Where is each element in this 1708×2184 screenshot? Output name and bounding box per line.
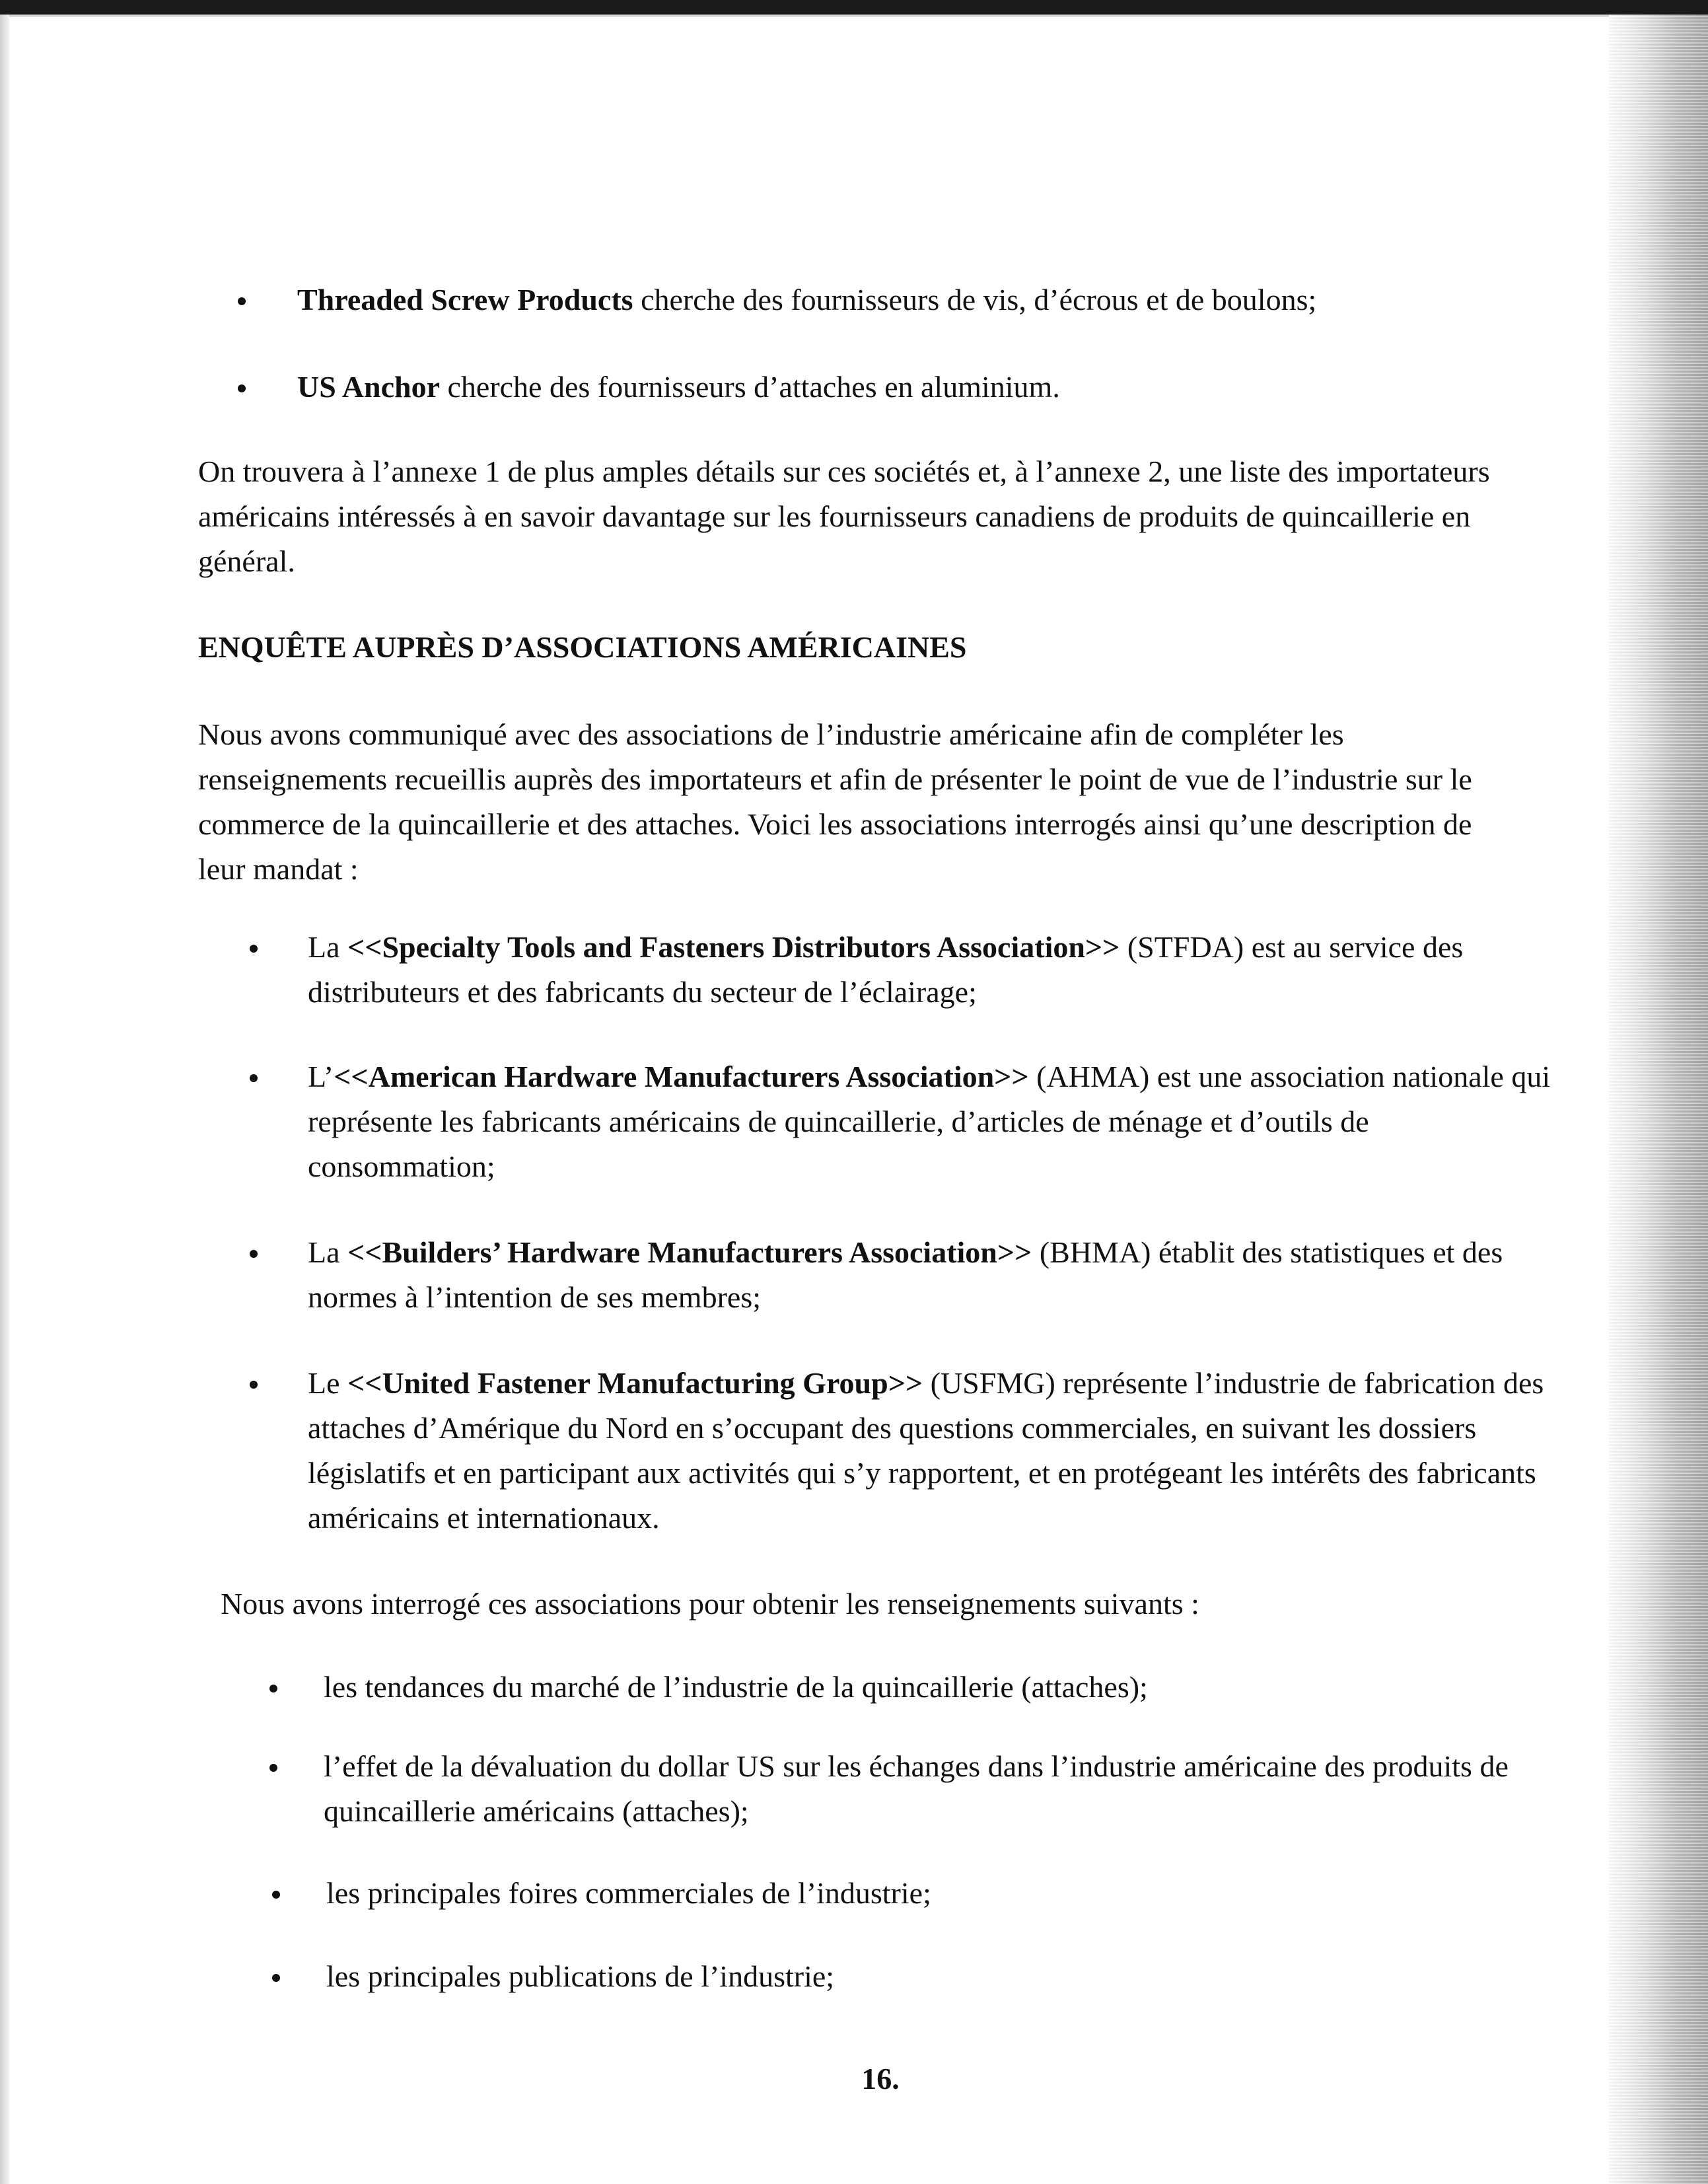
association-desc: (AHMA) est une association nationale qui représente les fabricants américains de quincaillerie, d’articles de ménage et d’outils de consommation; (308, 1060, 1551, 1183)
bullet-dot (272, 1891, 280, 1899)
scan-right-edge (1609, 15, 1708, 2184)
scan-top-line (0, 15, 1612, 17)
association-bullet-ahma (198, 1054, 1559, 1189)
association-prefix: La (308, 930, 348, 964)
association-bullet-bhma (198, 1230, 1559, 1320)
document-page (198, 277, 1559, 1999)
info-bullet-publications (198, 1954, 1559, 1999)
bullet-dot (238, 297, 246, 305)
company-bullet-us-anchor (198, 365, 1559, 410)
company-bullet-threaded-screw (198, 277, 1559, 322)
company-name: US Anchor (297, 370, 440, 404)
info-bullet-foires (198, 1871, 1559, 1916)
info-text: les principales publications de l’industrie; (326, 1959, 835, 1993)
association-name: <<Builders’ Hardware Manufacturers Association>> (347, 1235, 1032, 1269)
bullet-dot (269, 1764, 277, 1772)
association-prefix: L’ (308, 1060, 334, 1093)
association-bullet-stfda (198, 925, 1559, 1015)
scan-top-edge (0, 0, 1708, 15)
scan-left-edge (0, 15, 9, 2184)
info-text: les principales foires commerciales de l’industrie; (326, 1876, 931, 1910)
paragraph-associations: Nous avons communiqué avec des associations de l’industrie américaine afin de compléter les renseignements recueillis auprès des importateurs et afin de présenter le point de vue de l’industrie sur le commerce de la quincaillerie et des attaches. Voici les associations interrogés ainsi qu’une description de leur mandat : (198, 717, 1472, 886)
paragraph-interroge: Nous avons interrogé ces associations pour obtenir les renseignements suivants : (221, 1587, 1199, 1620)
bullet-dot (250, 1074, 258, 1082)
info-bullet-devaluation (198, 1744, 1559, 1834)
association-name: <<United Fastener Manufacturing Group>> (347, 1366, 923, 1400)
company-name: Threaded Screw Products (297, 283, 633, 316)
info-text: l’effet de la dévaluation du dollar US sur les échanges dans l’industrie américaine des produits de quincaillerie américains (attaches); (324, 1749, 1509, 1828)
bullet-dot (250, 1381, 258, 1389)
association-desc: (USFMG) représente l’industrie de fabrication des attaches d’Amérique du Nord en s’occupant des questions commerciales, en suivant les dossiers législatifs et en participant aux activités qui s’y rapportent, et en protégeant les intérêts des fabricants américains et internationaux. (308, 1366, 1544, 1535)
company-desc: cherche des fournisseurs d’attaches en aluminium. (439, 370, 1060, 404)
association-desc: (BHMA) établit des statistiques et des normes à l’intention de ses membres; (308, 1235, 1503, 1314)
info-bullet-tendances (198, 1665, 1559, 1710)
association-name: <<Specialty Tools and Fasteners Distributors Association>> (347, 930, 1120, 964)
bullet-dot (250, 945, 258, 953)
company-desc: cherche des fournisseurs de vis, d’écrous et de boulons; (633, 283, 1317, 316)
page-number: 16. (861, 2062, 900, 2095)
info-text: les tendances du marché de l’industrie de la quincaillerie (attaches); (324, 1670, 1148, 1704)
association-desc: (STFDA) est au service des distributeurs et des fabricants du secteur de l’éclairage; (308, 930, 1464, 1009)
bullet-dot (272, 1974, 280, 1982)
bullet-dot (238, 384, 246, 392)
association-prefix: La (308, 1235, 348, 1269)
association-prefix: Le (308, 1366, 348, 1400)
bullet-dot (250, 1250, 258, 1258)
section-heading: ENQUÊTE AUPRÈS D’ASSOCIATIONS AMÉRICAINES (198, 630, 967, 664)
paragraph-annexes: On trouvera à l’annexe 1 de plus amples détails sur ces sociétés et, à l’annexe 2, une liste des importateurs américains intéressés à en savoir davantage sur les fournisseurs canadiens de produits de quincaillerie en général. (198, 455, 1490, 578)
bullet-dot (269, 1685, 277, 1693)
association-bullet-usfmg (198, 1361, 1559, 1541)
association-name: <<American Hardware Manufacturers Association>> (334, 1060, 1029, 1093)
